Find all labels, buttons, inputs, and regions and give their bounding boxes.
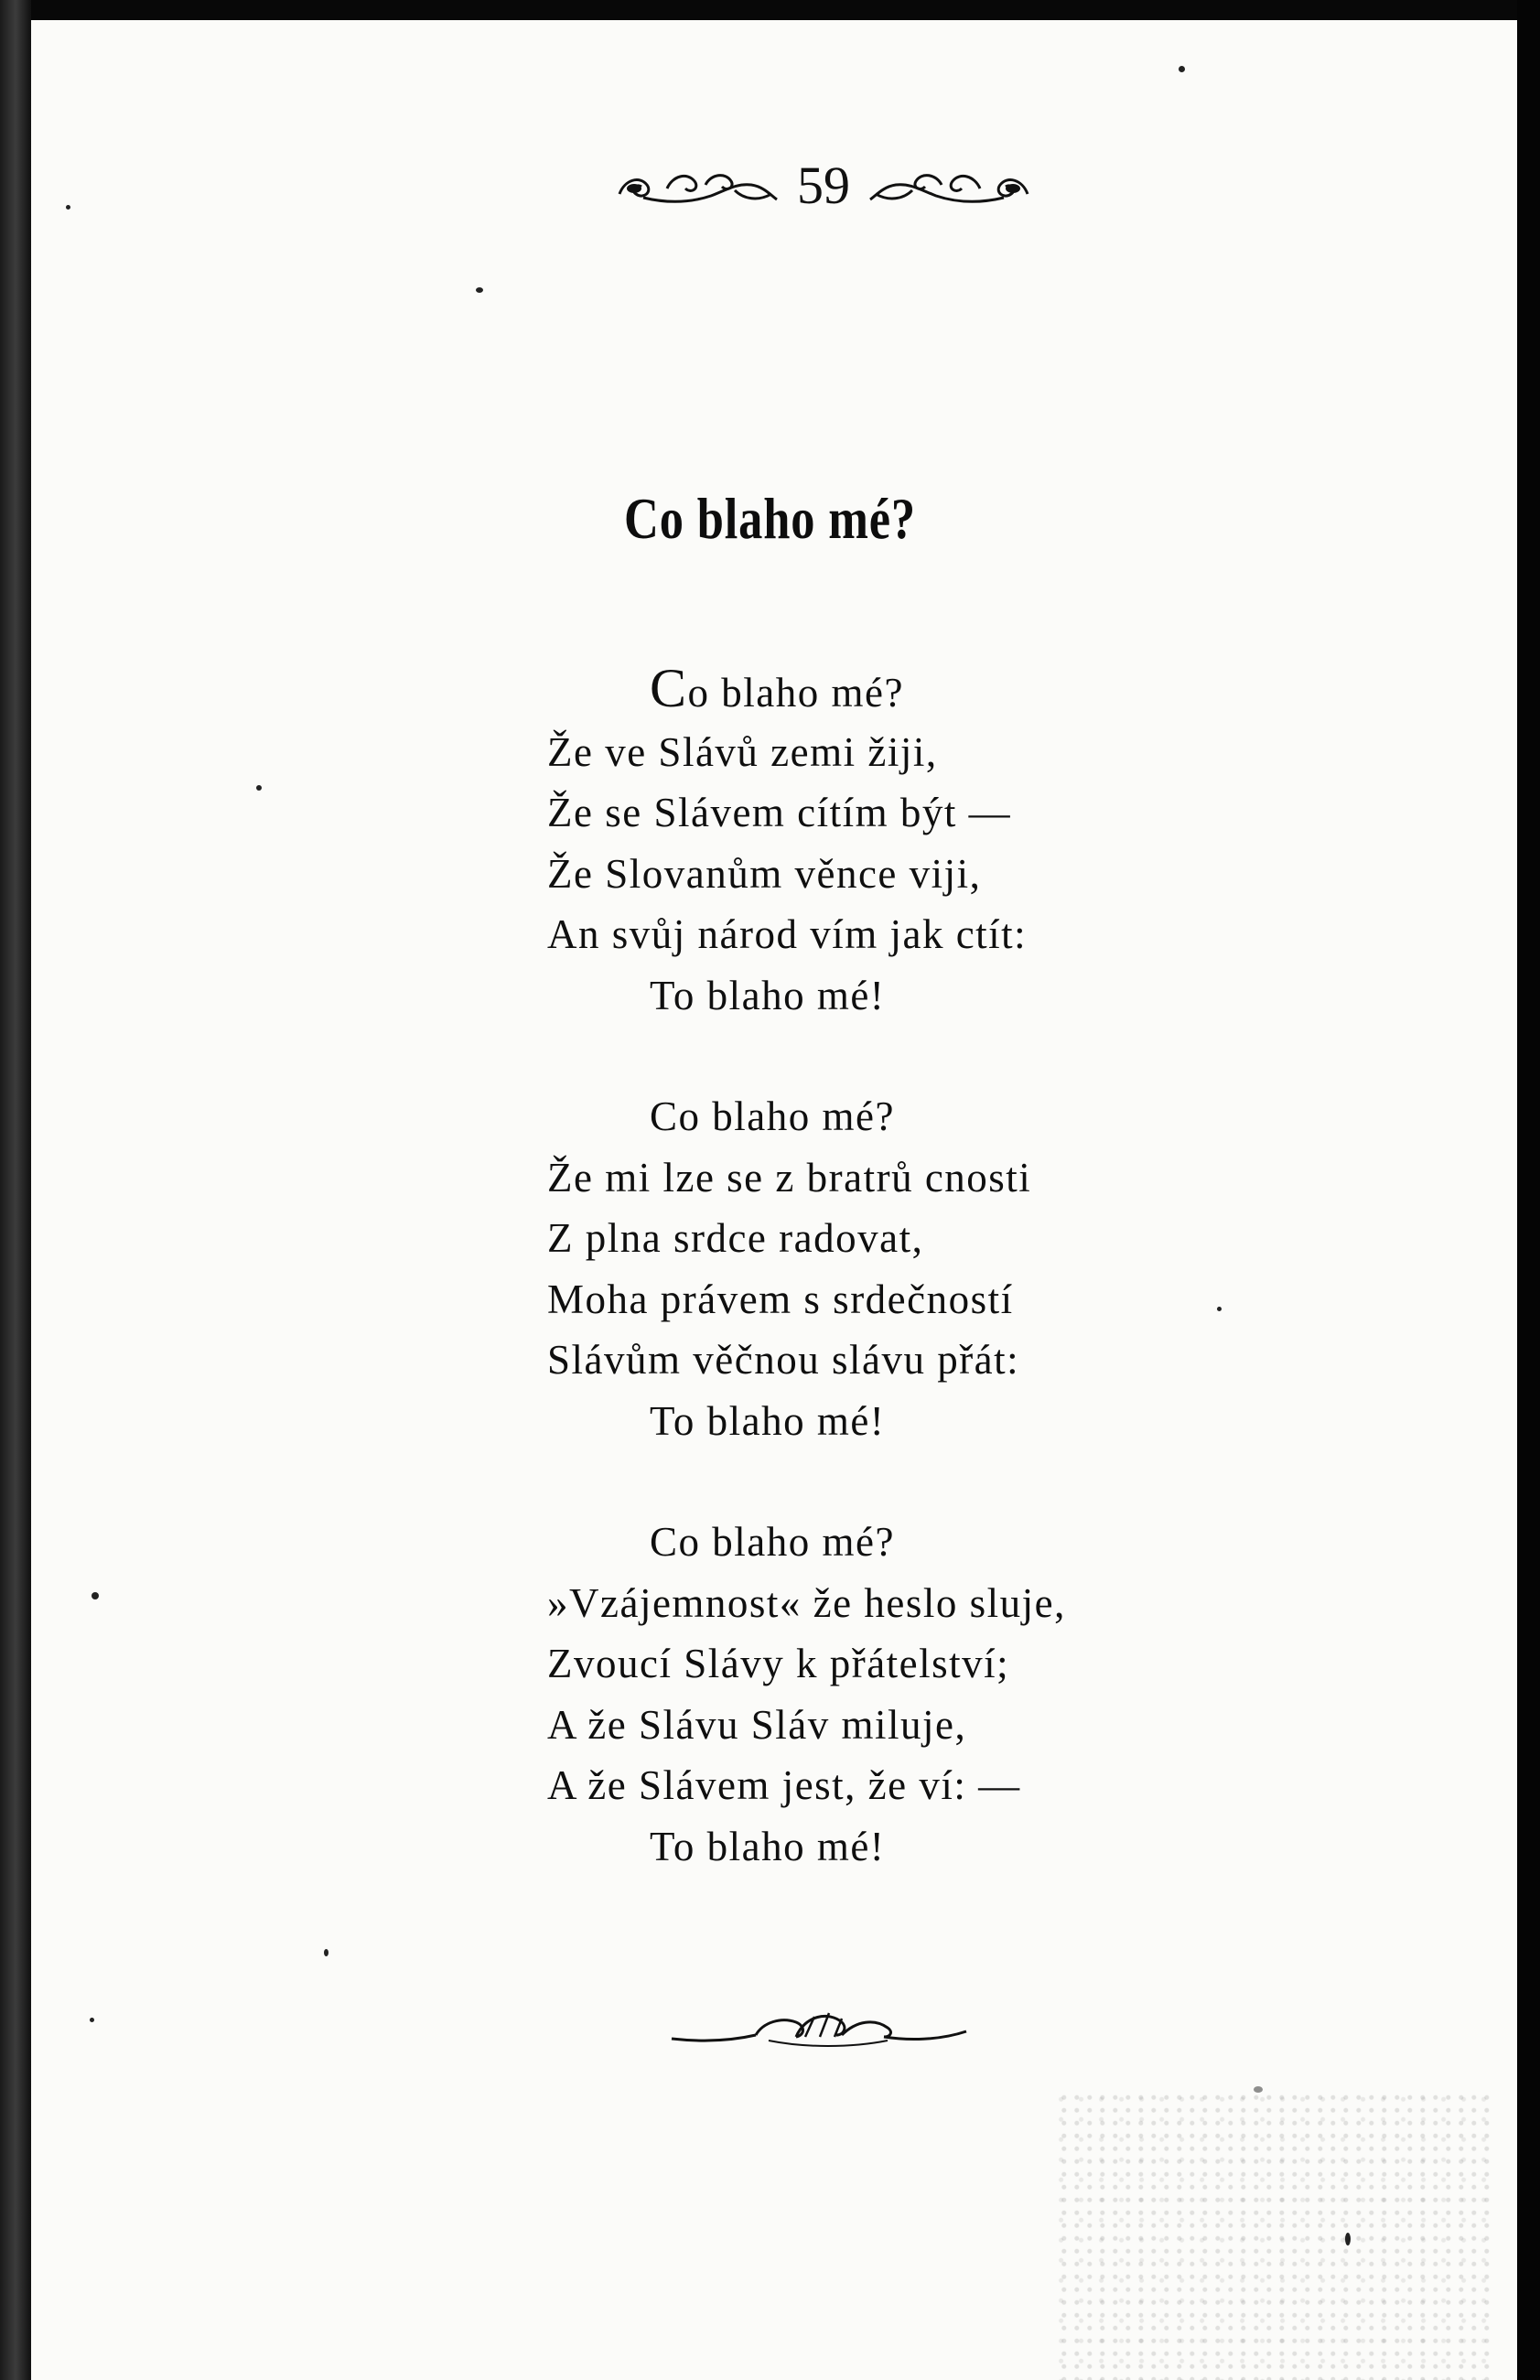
verse-line-rest: o blaho mé? (687, 670, 904, 716)
scan-speck (90, 2018, 94, 2022)
scan-speck (66, 205, 70, 210)
scan-speck (1345, 2233, 1351, 2245)
refrain-line: To blaho mé! (650, 1823, 886, 1869)
poem-body (547, 658, 1188, 1937)
verse-line: Co blaho mé? (650, 1519, 895, 1565)
scan-speck (476, 287, 483, 293)
floral-ornament-icon (616, 163, 781, 209)
verse-line: A že Slávem jest, že ví: — (547, 1762, 1021, 1808)
verse-line: An svůj národ vím jak ctít: (547, 911, 1028, 957)
scan-speck (92, 1592, 99, 1599)
refrain-line: To blaho mé! (650, 1397, 886, 1444)
verse-line (547, 658, 1188, 722)
refrain-line: To blaho mé! (650, 972, 886, 1018)
floral-ornament-icon (867, 163, 1031, 209)
stanza-3 (547, 1512, 1188, 1877)
verse-line: Že ve Slávů zemi žiji, (547, 728, 938, 775)
poem-title: Co blaho mé? (624, 486, 916, 551)
scan-speck (1179, 66, 1185, 72)
stanza-2 (547, 1086, 1188, 1451)
verse-line: Že se Slávem cítím být — (547, 790, 1012, 835)
verse-line: Že Slovanům věnce viji, (547, 850, 982, 897)
page-number: 59 (797, 156, 850, 215)
scan-right-border (1517, 0, 1540, 2380)
drop-cap: C (650, 658, 688, 718)
verse-line: A že Slávu Sláv miluje, (547, 1701, 967, 1748)
verse-line: Slávům věčnou slávu přát: (547, 1337, 1020, 1383)
scan-top-border (0, 0, 1540, 20)
verse-line: Moha právem s srdečností (547, 1276, 1014, 1322)
verse-line: Co blaho mé? (650, 1093, 895, 1139)
tailpiece-ornament-icon (668, 1995, 970, 2059)
verse-line: Zvoucí Slávy k přátelství; (547, 1641, 1010, 1686)
scan-speck (1217, 1307, 1222, 1311)
verse-line: Z plna srdce radovat, (547, 1215, 924, 1261)
scan-speck (1254, 2086, 1263, 2093)
stanza-1 (547, 658, 1188, 1026)
verse-line: »Vzájemnost« že heslo sluje, (547, 1579, 1066, 1626)
verse-line: Že mi lze se z bratrů cnosti (547, 1154, 1032, 1201)
paper-grain (1055, 2087, 1494, 2380)
scan-speck (324, 1949, 328, 1956)
running-head (613, 152, 1034, 220)
book-spine (0, 0, 31, 2380)
scan-speck (256, 785, 262, 791)
